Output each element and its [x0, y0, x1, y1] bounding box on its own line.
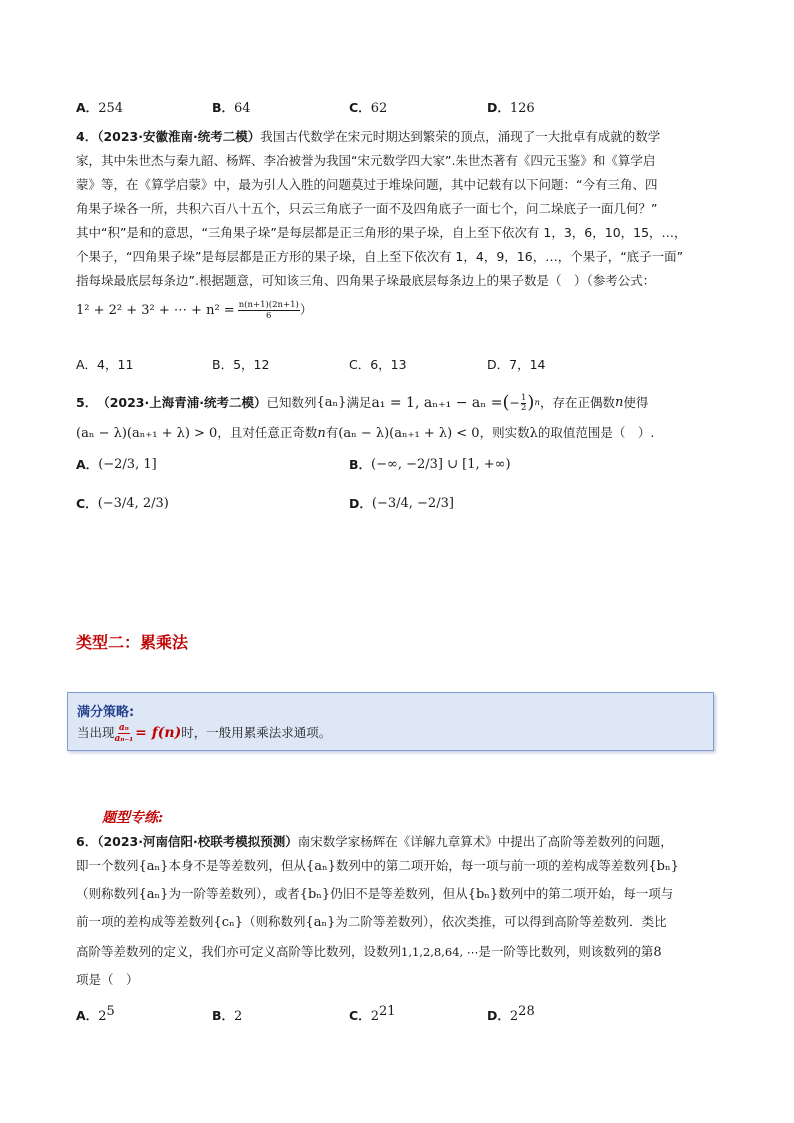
- q6-option-a: A．$2^5$: [76, 1004, 115, 1024]
- q6-option-b: B．2: [212, 1008, 243, 1024]
- q5-option-d: D． (−3/4, −2/3]: [349, 496, 454, 511]
- q6-option-c: C．$2^{21}$: [349, 1004, 396, 1024]
- q6-line-2: 即一个数列{aₙ}本身不是等差数列，但从{aₙ}数列中的第二项开始，每一项与前一项的差构成等差数列{bₙ}: [76, 858, 679, 874]
- q4-line-5: 其中“积”是和的意思，“三角果子垛”是每层都是正三角形的果子垛，自上至下依次有 1，3，6，10，15，…，: [76, 225, 687, 240]
- q5-option-c: C． (−3/4, 2/3): [76, 496, 169, 511]
- practice-title: 题型专练:: [102, 810, 164, 826]
- q6-line-1: 6．（2023·河南信阳·校联考模拟预测）南宋数学家杨辉在《详解九章算术》中提出了高阶等差数列的问题，: [76, 834, 673, 849]
- q4-line-7: 指每垛最底层每条边”.根据题意，可知该三角、四角果子垛最底层每条边上的果子数是（ ）（参考公式：: [76, 273, 656, 288]
- q4-option-b: B．5，12: [212, 357, 270, 372]
- q3-option-a: A．254: [76, 100, 124, 116]
- q3-option-c: C．62: [349, 100, 388, 116]
- q5-power: ( − 1 2 ) n: [502, 392, 540, 413]
- q6-line-6: 项是（ ）: [76, 972, 139, 987]
- strategy-fraction: $\frac{\text{aₙ}}{\text{aₙ₋₁}}$: [114, 722, 134, 744]
- q6-line-4: 前一项的差构成等差数列{cₙ}（则称数列{aₙ}为二阶等差数列），依次类推，可以得到高阶等差数列．类比: [76, 914, 667, 930]
- strategy-box: [67, 692, 714, 751]
- q4-option-c: C．6，13: [349, 357, 407, 372]
- q4-line-1: 4．（2023·安徽淮南·统考二模）我国古代数学在宋元时期达到繁荣的顶点，涌现了一大批卓有成就的数学: [76, 129, 661, 144]
- q5-option-b: B． (−∞, −2/3] ∪ [1, +∞): [349, 457, 511, 472]
- q4-line-3: 蒙》等，在《算学启蒙》中，最为引人入胜的问题莫过于堆垛问题，其中记载有以下问题：“今有三角、四: [76, 177, 658, 192]
- q4-line-2: 家，其中朱世杰与秦九韶、杨辉、李冶被誉为我国“宋元数学四大家”.朱世杰著有《四元玉鉴》和《算学启: [76, 153, 656, 168]
- q5-option-a: A． (−2/3, 1]: [76, 457, 157, 472]
- q6-line-5: 高阶等差数列的定义，我们亦可定义高阶等比数列，设数列1,1,2,8,64, ⋯是一阶等比数列，则该数列的第8: [76, 944, 662, 960]
- section-title: 类型二：累乘法: [76, 633, 189, 652]
- q4-line-6: 个果子，“四角果子垛”是每层都是正方形的果子垛，自上至下依次有 1，4，9，16，…，个果子，“底子一面”: [76, 249, 684, 264]
- q3-option-d: D．126: [487, 100, 535, 116]
- q4-option-a: A．4，11: [76, 357, 134, 372]
- q5-line-2: (aₙ − λ)(aₙ₊₁ + λ) > 0，且对任意正奇数n有(aₙ − λ)(aₙ₊₁ + λ) < 0，则实数λ的取值范围是（ ）.: [76, 425, 655, 441]
- strategy-text: 当出现 $\frac{\text{aₙ}}{\text{aₙ₋₁}}$ = f(n) 时，一般用累乘法求通项。: [77, 722, 332, 744]
- q4-formula-fraction: $\frac{n(n+1)(2n+1)}{6}$: [238, 299, 299, 321]
- q6-option-d: D．$2^{28}$: [487, 1004, 535, 1024]
- strategy-title: 满分策略:: [77, 705, 135, 720]
- q6-line-3: （则称数列{aₙ}为一阶等差数列），或者{bₙ}仍旧不是等差数列，但从{bₙ}数列中的第二项开始，每一项与: [76, 886, 674, 902]
- q4-line-4: 角果子垛各一所，共积六百八十五个，只云三角底子一面不及四角底子一面七个，问二垛底子一面几何？”: [76, 201, 658, 216]
- q3-option-b: B．64: [212, 100, 251, 116]
- q4-option-d: D．7，14: [487, 357, 546, 372]
- q5-line-1: 5． （2023·上海青浦·统考二模） 已知数列 {aₙ} 满足 a₁ = 1, aₙ₊₁ − aₙ = ( − 1 2 ) n ，存在正偶数 n 使得: [76, 392, 649, 413]
- q4-formula: 1² + 2² + 3² + ⋯ + n² = $\frac{n(n+1)(2n+1)}{6}$ ）: [76, 299, 313, 321]
